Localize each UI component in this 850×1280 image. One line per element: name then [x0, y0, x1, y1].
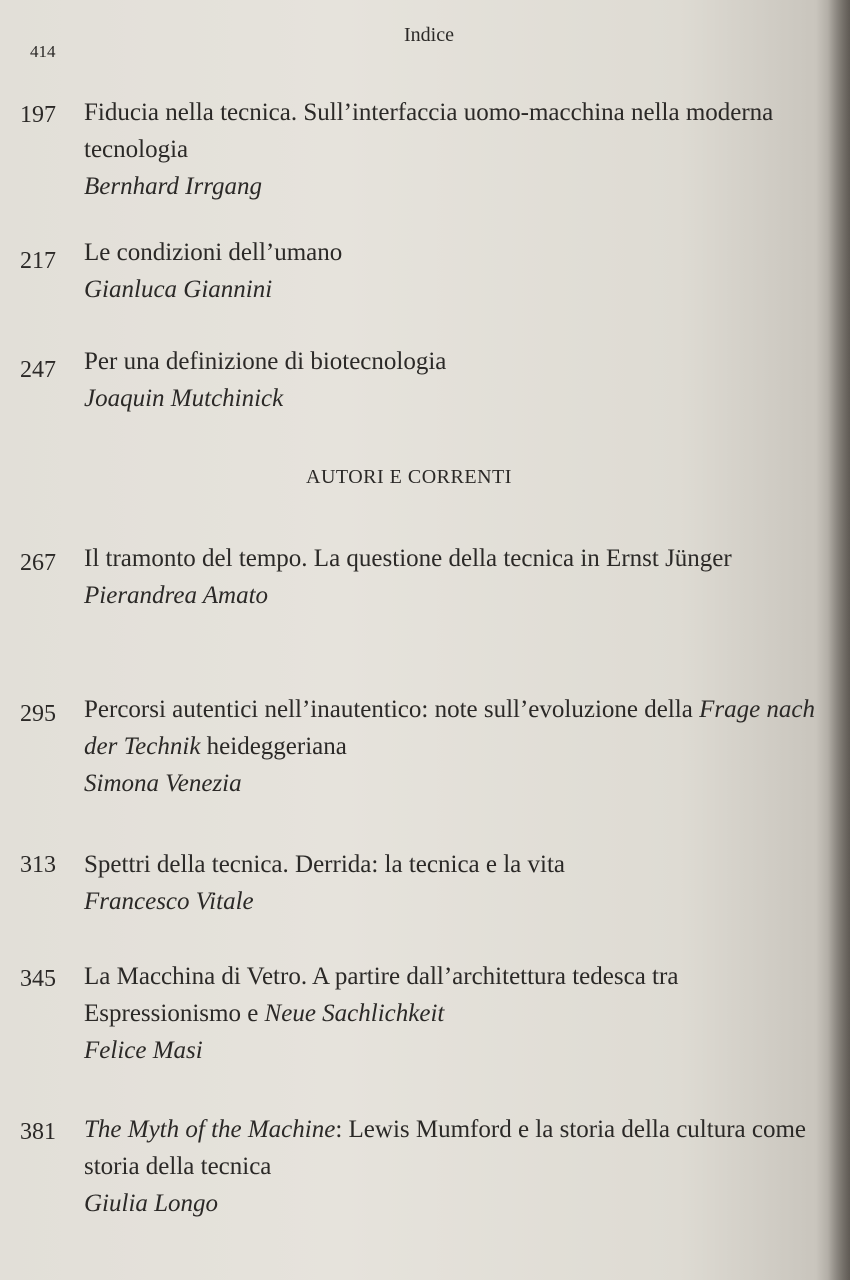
- entry-author: Giulia Longo: [84, 1190, 219, 1217]
- entry-title: [84, 1111, 835, 1185]
- entry-author: Gianluca Giannini: [84, 276, 273, 303]
- entry-title-italic: The Myth of the Machine: [84, 1116, 336, 1143]
- entry-title-italic: Frage nach der Technik: [84, 696, 816, 760]
- toc-entry: [20, 94, 835, 205]
- entry-title: Spettri della tecnica. Derrida: la tecnica e la vita: [84, 851, 566, 878]
- entry-title: Le condizioni dell’umano: [84, 239, 343, 266]
- entry-title: Il tramonto del tempo. La questione della tecnica in Ernst Jünger: [84, 545, 732, 572]
- entry-page-number: 217: [20, 248, 56, 274]
- toc-entry: [20, 691, 835, 802]
- entry-title: Per una definizione di biotecnologia: [84, 348, 447, 375]
- entry-page-number: 381: [20, 1119, 56, 1145]
- entry-page-number: 313: [20, 852, 56, 878]
- entry-title: Fiducia nella tecnica. Sull’interfaccia uomo-macchina nella moderna tecnologia: [84, 99, 774, 163]
- entry-title-suffix: heideggeriana: [206, 733, 347, 760]
- entry-author: Pierandrea Amato: [84, 582, 269, 609]
- toc-entry: [20, 343, 835, 417]
- entry-title: [84, 958, 835, 1032]
- section-heading: AUTORI E CORRENTI: [306, 466, 512, 488]
- toc-entry: [20, 234, 835, 308]
- entry-title-italic: Neue Sachlichkeit: [264, 1000, 445, 1027]
- entry-author: Bernhard Irrgang: [84, 173, 263, 200]
- toc-entry: [20, 958, 835, 1069]
- running-head: Indice: [404, 24, 454, 46]
- entry-title-suffix: : Lewis Mumford e la storia della cultura come storia della tecnica: [84, 1116, 807, 1180]
- entry-page-number: 295: [20, 701, 56, 727]
- entry-author: Francesco Vitale: [84, 888, 254, 915]
- entry-author: Felice Masi: [84, 1037, 203, 1064]
- entry-author: Joaquin Mutchinick: [84, 385, 284, 412]
- entry-author: Simona Venezia: [84, 770, 242, 797]
- entry-page-number: 267: [20, 550, 56, 576]
- entry-title-prefix: La Macchina di Vetro. A partire dall’architettura tedesca tra Espressionismo e: [84, 963, 679, 1027]
- toc-entry: [20, 846, 835, 920]
- entry-title-prefix: Percorsi autentici nell’inautentico: note sull’evoluzione della: [84, 696, 693, 723]
- page-number: 414: [30, 42, 56, 61]
- entry-page-number: 345: [20, 966, 56, 992]
- toc-entry: [20, 1111, 835, 1222]
- entry-page-number: 197: [20, 102, 56, 128]
- entry-title: [84, 691, 835, 765]
- entry-page-number: 247: [20, 357, 56, 383]
- toc-entry: [20, 540, 835, 614]
